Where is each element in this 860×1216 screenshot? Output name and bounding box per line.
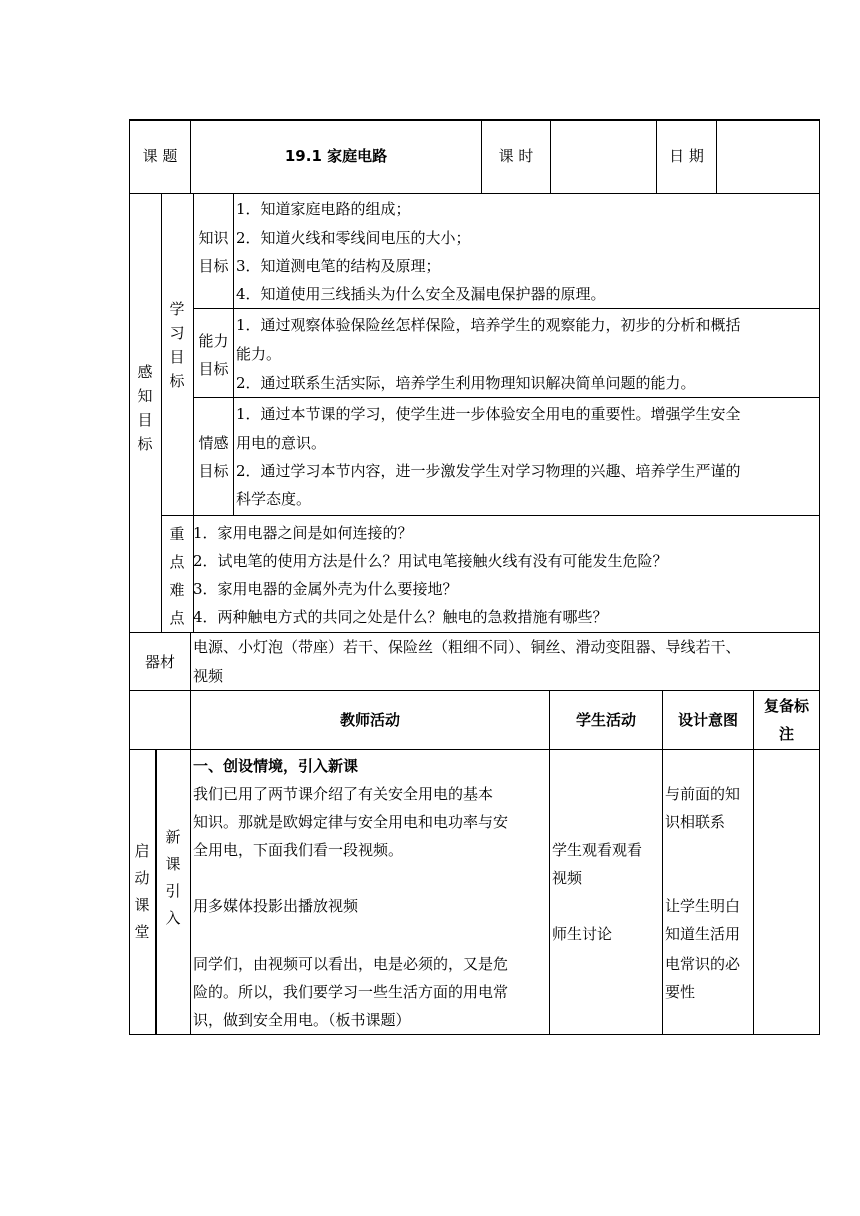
materials-col: [190, 632, 191, 691]
ability-label-2: 目标: [198, 360, 229, 378]
row-divider-ability: [193, 397, 820, 398]
row-divider-keypoints: [129, 632, 820, 633]
goals-col-sublabel: [233, 193, 234, 516]
teacher-line: 知识。那就是欧姆定律与安全用电和电功率与安: [193, 813, 509, 831]
goals-outer-label: [137, 360, 153, 456]
header-col-5: [716, 119, 717, 194]
col-header-notes-1: 复备标: [763, 697, 809, 715]
table-left-border: [129, 119, 130, 1035]
intent-line: 电常识的必: [665, 955, 741, 973]
emotion-label-1: 情感: [198, 434, 229, 452]
section-outer-char: 课: [134, 896, 150, 914]
col-header-notes-2: 注: [778, 725, 794, 743]
col-header-student: 学生活动: [575, 711, 636, 729]
label-topic: 课 题: [142, 147, 178, 165]
knowledge-line: 2．知道火线和零线间电压的大小；: [236, 229, 471, 247]
intent-line: 要性: [665, 983, 696, 1001]
key-points-label: [169, 520, 185, 632]
intent-line: 与前面的知: [665, 785, 741, 803]
header-col-3: [550, 119, 551, 194]
teacher-line: 全用电，下面我们看一段视频。: [193, 841, 404, 859]
key-point-line: 4．两种触电方式的共同之处是什么？触电的急救措施有哪些？: [193, 608, 608, 626]
ability-label-1: 能力: [198, 332, 229, 350]
row-divider-activity-header: [129, 749, 820, 750]
goals-outer-char: 目: [137, 411, 153, 429]
learning-label-char: 习: [169, 324, 185, 342]
activity-col-intent: [662, 690, 663, 1035]
section-outer-char: 堂: [134, 923, 150, 941]
knowledge-label-2: 目标: [198, 257, 229, 275]
lesson-title: 19.1 家庭电路: [284, 147, 388, 165]
label-period: 课 时: [498, 147, 534, 165]
teacher-line: 险的。所以，我们要学习一些生活方面的用电常: [193, 983, 509, 1001]
learning-label-char: 学: [169, 300, 185, 318]
activity-col-teacher: [190, 690, 191, 1035]
goals-col-outer: [161, 193, 162, 633]
section-outer-char: 启: [134, 842, 150, 860]
row-divider-knowledge: [193, 308, 820, 309]
materials-label: 器材: [144, 653, 175, 671]
goals-outer-char: 感: [137, 363, 153, 381]
student-line: 师生讨论: [552, 925, 613, 943]
goals-outer-char: 知: [137, 387, 153, 405]
teacher-line: 用多媒体投影出播放视频: [193, 897, 359, 915]
materials-line: 视频: [193, 667, 224, 685]
key-point-line: 1．家用电器之间是如何连接的？: [193, 524, 413, 542]
section-inner-char: 入: [165, 909, 181, 927]
ability-line: 1．通过观察体验保险丝怎样保险，培养学生的观察能力，初步的分析和概括: [236, 316, 741, 334]
key-label-char: 重: [169, 525, 185, 543]
emotion-line: 科学态度。: [236, 490, 312, 508]
activity-col-student: [549, 690, 550, 1035]
ability-line: 能力。: [236, 345, 282, 363]
section-left-thick: [155, 749, 157, 1035]
table-right-border: [819, 119, 820, 1035]
intent-line: 知道生活用: [665, 925, 741, 943]
emotion-label-2: 目标: [198, 462, 229, 480]
label-date: 日 期: [669, 147, 704, 165]
learning-label-char: 目: [169, 348, 185, 366]
section-inner-label: [165, 824, 181, 932]
teacher-line: 我们已用了两节课介绍了有关安全用电的基本: [193, 785, 494, 803]
knowledge-line: 3．知道测电笔的结构及原理；: [236, 257, 441, 275]
col-header-intent: 设计意图: [677, 711, 738, 729]
knowledge-line: 4．知道使用三线插头为什么安全及漏电保护器的原理。: [236, 285, 606, 303]
student-line: 视频: [552, 869, 583, 887]
teacher-line: 同学们，由视频可以看出，电是必须的，又是危: [193, 955, 509, 973]
section-outer-char: 动: [134, 869, 150, 887]
section-inner-char: 课: [165, 855, 181, 873]
key-label-char: 难: [169, 581, 185, 599]
key-label-char: 点: [169, 609, 185, 627]
row-divider-emotion: [161, 515, 820, 516]
row-divider-materials: [129, 690, 820, 691]
ability-line: 2．通过联系生活实际，培养学生利用物理知识解决简单问题的能力。: [236, 374, 696, 392]
knowledge-label-1: 知识: [198, 229, 229, 247]
emotion-line: 用电的意识。: [236, 434, 327, 452]
materials-line: 电源、小灯泡（带座）若干、保险丝（粗细不同）、铜丝、滑动变阻器、导线若干、: [193, 638, 741, 656]
learning-goals-label: [169, 297, 185, 393]
key-label-char: 点: [169, 553, 185, 571]
section-outer-label: [134, 838, 150, 946]
teacher-line: 识，做到安全用电。（板书课题）: [193, 1011, 411, 1029]
emotion-line: 2．通过学习本节内容，进一步激发学生对学习物理的兴趣、培养学生严谨的: [236, 462, 741, 480]
section-inner-char: 新: [165, 828, 181, 846]
intent-line: 识相联系: [665, 813, 726, 831]
table-bottom-border: [129, 1034, 820, 1035]
key-point-line: 3．家用电器的金属外壳为什么要接地？: [193, 580, 458, 598]
key-point-line: 2．试电笔的使用方法是什么？用试电笔接触火线有没有可能发生危险？: [193, 552, 668, 570]
teacher-section-title: 一、创设情境，引入新课: [193, 757, 359, 775]
student-line: 学生观看观看: [552, 841, 643, 859]
col-header-teacher: 教师活动: [339, 711, 400, 729]
intent-line: 让学生明白: [665, 897, 741, 915]
section-inner-char: 引: [165, 882, 181, 900]
learning-label-char: 标: [169, 372, 185, 390]
goals-outer-char: 标: [137, 435, 153, 453]
emotion-line: 1．通过本节课的学习，使学生进一步体验安全用电的重要性。增强学生安全: [236, 405, 741, 423]
knowledge-line: 1．知道家庭电路的组成；: [236, 200, 411, 218]
